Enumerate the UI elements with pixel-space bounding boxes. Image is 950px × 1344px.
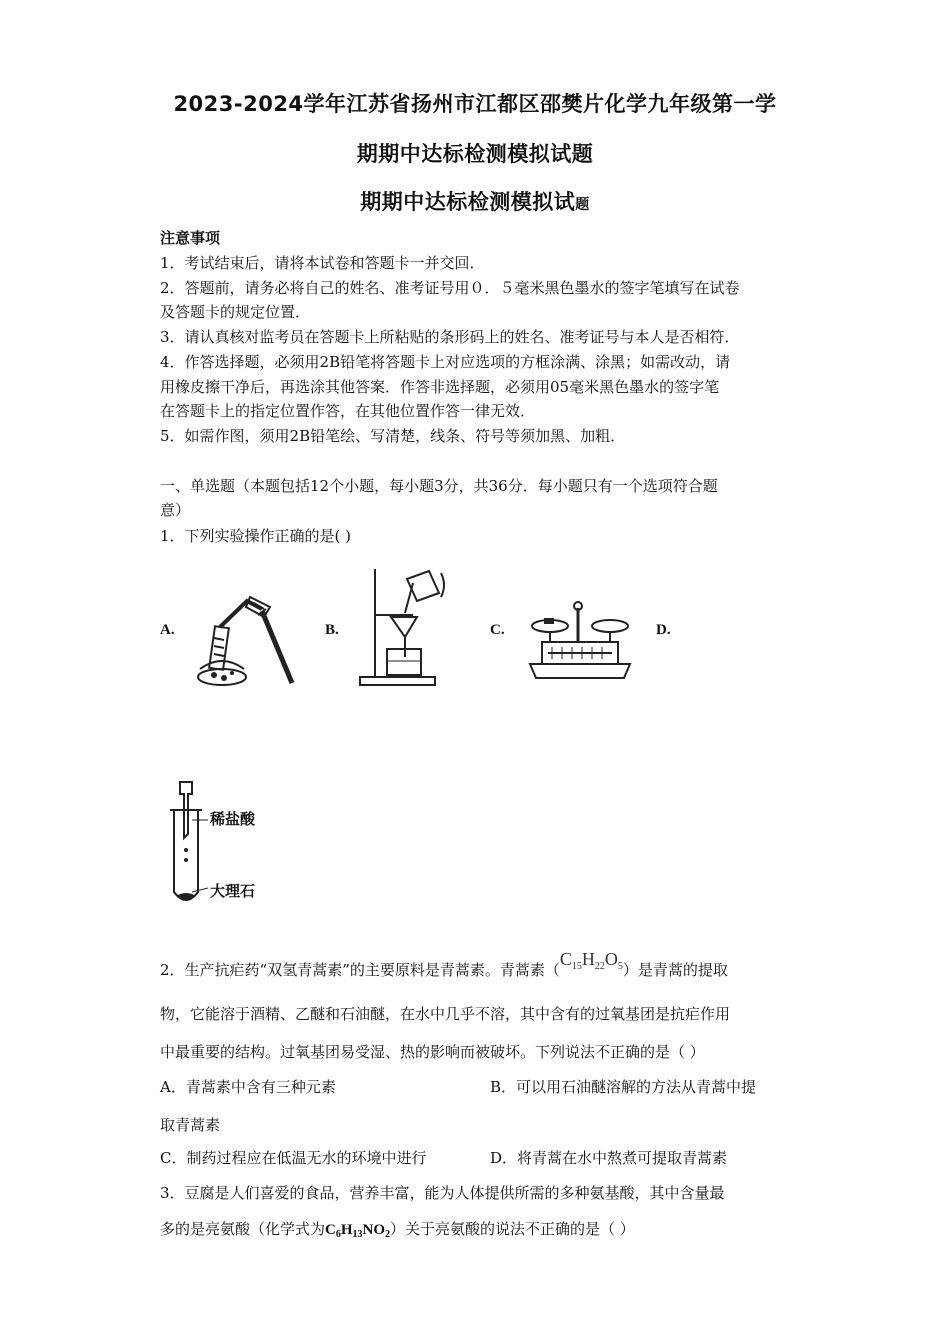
q3-formula-h-count: 13 — [352, 1229, 363, 1240]
title-line-3-small: 题 — [575, 197, 590, 213]
notice-item: 4．作答选择题，必须用2B铅笔将答题卡上对应选项的方框涂满、涂黑；如需改动，请 — [160, 353, 731, 371]
formula-h-count: 22 — [594, 961, 605, 972]
q1-option-b-label: B. — [325, 622, 339, 638]
q2-option-a: A．青蒿素中含有三种元素 — [160, 1078, 336, 1096]
title-line-1: 2023-2024学年江苏省扬州市江都区邵樊片化学九年级第一学 — [173, 92, 777, 116]
notice-item: 5．如需作图，须用2B铅笔绘、写清楚，线条、符号等须加黑、加粗． — [160, 427, 626, 445]
q3-formula-o-count: 2 — [385, 1229, 391, 1240]
notice-item: 2．答题前，请务必将自己的姓名、准考证号用０．５毫米黑色墨水的签字笔填写在试卷 — [160, 279, 740, 297]
label-marble: 大理石 — [210, 882, 256, 900]
q3-formula — [325, 1222, 390, 1238]
notice-item: 3．请认真核对监考员在答题卡上所粘贴的条形码上的姓名、准考证号与本人是否相符． — [160, 328, 740, 346]
q1-option-a-figure — [192, 583, 307, 693]
notice-item: 在答题卡上的指定位置作答，在其他位置作答一律无效． — [160, 402, 536, 420]
q2-option-b-cont: 取青蒿素 — [160, 1116, 221, 1134]
section-heading-line-1: 一、单选题（本题包括12个小题，每小题3分，共36分．每小题只有一个选项符合题 — [160, 477, 718, 495]
q1-option-d-label: D. — [656, 622, 671, 638]
section-heading-line-2: 意） — [160, 501, 191, 519]
q3-line-1: 3．豆腐是人们喜爱的食品，营养丰富，能为人体提供所需的多种氨基酸，其中含量最 — [160, 1184, 725, 1202]
label-dilute-hcl: 稀盐酸 — [210, 810, 256, 828]
formula-o: O — [604, 949, 618, 969]
q2-option-c: C．制药过程应在低温无水的环境中进行 — [160, 1149, 427, 1167]
q2-line-2: 物，它能溶于酒精、乙醚和石油醚，在水中几乎不溶，其中含有的过氧基团是抗疟作用 — [160, 1005, 731, 1023]
title-line-3 — [0, 186, 950, 216]
q1-option-b-figure — [355, 565, 450, 687]
q2-formula — [559, 949, 623, 972]
notice-item: 1．考试结束后，请将本试卷和答题卡一并交回． — [160, 254, 485, 272]
q3-line-2 — [160, 1219, 800, 1245]
q2-line-3: 中最重要的结构。过氧基团易受湿、热的影响而被破坏。下列说法不正确的是（ ） — [160, 1043, 705, 1061]
q1-stem: 1．下列实验操作正确的是( ) — [160, 527, 352, 545]
q3-line-2-a: 多的是亮氨酸（化学式为 — [160, 1220, 326, 1238]
q1-option-c-figure — [522, 600, 637, 685]
notice-item: 用橡皮擦干净后，再选涂其他答案．作答非选择题，必须用05毫米黑色墨水的签字笔 — [160, 378, 720, 396]
q3-formula-c: C — [325, 1222, 336, 1238]
q1-option-a-label: A. — [160, 622, 175, 638]
q3-formula-h: H — [340, 1222, 353, 1238]
formula-c: C — [559, 949, 572, 969]
q3-formula-c-count: 6 — [335, 1229, 341, 1240]
formula-c-count: 15 — [571, 961, 582, 972]
q2-line-1 — [160, 949, 800, 990]
title-line-2: 期期中达标检测模拟试题 — [356, 142, 594, 166]
q2-option-d: D．将青蒿在水中熬煮可提取青蒿素 — [490, 1149, 728, 1167]
q3-formula-no: NO — [362, 1222, 386, 1238]
notice-heading: 注意事项 — [160, 229, 221, 247]
notice-item: 及答题卡的规定位置． — [160, 303, 311, 321]
formula-o-count: 5 — [617, 961, 623, 972]
q1-option-c-label: C. — [490, 622, 505, 638]
title-line-3-main: 期期中达标检测模拟试 — [360, 190, 576, 214]
q3-line-2-b: ）关于亮氨酸的说法不正确的是（ ） — [390, 1220, 635, 1238]
formula-h: H — [581, 949, 595, 969]
q2-line-1-b: ）是青蒿的提取 — [622, 961, 728, 979]
q2-option-b: B．可以用石油醚溶解的方法从青蒿中提 — [490, 1078, 757, 1096]
q2-line-1-a: 2．生产抗疟药“双氢青蒿素”的主要原料是青蒿素。青蒿素（ — [160, 961, 560, 979]
